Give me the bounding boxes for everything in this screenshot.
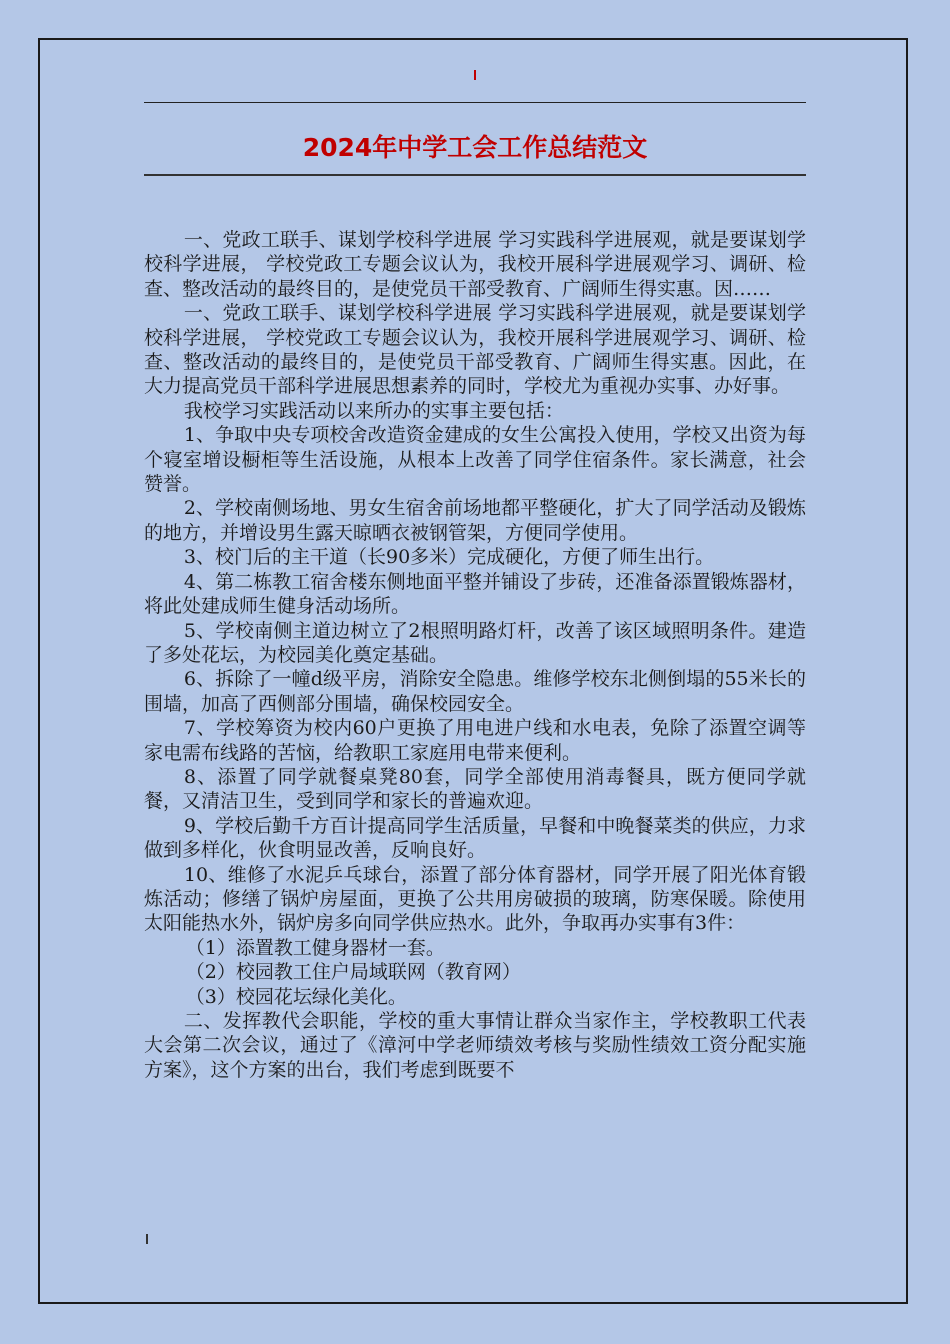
document-body bbox=[144, 228, 806, 1082]
sub-list-item: （2）校园教工住户局域联网（教育网） bbox=[185, 961, 521, 984]
paragraph-intro-excerpt: 一、党政工联手、谋划学校科学进展 学习实践科学进展观，就是要谋划学校科学进展， 学校党政工专题会议认为，我校开展科学进展观学习、调研、检查、整改活动的最终目的，是使党员干部受教育、广阔师生得实惠。因…… bbox=[144, 229, 806, 300]
footer-marker bbox=[146, 1234, 148, 1244]
list-item: 7、学校筹资为校内60户更换了用电进户线和水电表，免除了添置空调等家电需布线路的苦恼，给教职工家庭用电带来便利。 bbox=[144, 717, 806, 764]
list-item: 2、学校南侧场地、男女生宿舍前场地都平整硬化，扩大了同学活动及锻炼的地方，并增设男生露天晾晒衣被钢管架，方便同学使用。 bbox=[144, 497, 806, 544]
paragraph-section-two: 二、发挥教代会职能，学校的重大事情让群众当家作主，学校教职工代表大会第二次会议，通过了《漳河中学老师绩效考核与奖励性绩效工资分配实施方案》，这个方案的出台，我们考虑到既要不 bbox=[144, 1010, 806, 1081]
list-item: 10、维修了水泥乒乓球台，添置了部分体育器材，同学开展了阳光体育锻炼活动；修缮了锅炉房屋面，更换了公共用房破损的玻璃，防寒保暖。除使用太阳能热水外，锅炉房多向同学供应热水。此外，争取再办实事有3件： bbox=[144, 863, 806, 935]
list-item: 9、学校后勤千方百计提高同学生活质量，早餐和中晚餐菜类的供应，力求做到多样化，伙食明显改善，反响良好。 bbox=[144, 814, 806, 862]
list-item: 3、校门后的主干道（长90多米）完成硬化，方便了师生出行。 bbox=[183, 546, 715, 569]
list-item: 8、添置了同学就餐桌凳80套，同学全部使用消毒餐具，既方便同学就餐，又清洁卫生，受到同学和家长的普遍欢迎。 bbox=[144, 765, 806, 813]
document-title: 2024年中学工会工作总结范文 bbox=[302, 133, 648, 162]
paragraph-section-one: 一、党政工联手、谋划学校科学进展 学习实践科学进展观，就是要谋划学校科学进展， 学校党政工专题会议认为，我校开展科学进展观学习、调研、检查、整改活动的最终目的，是使党员干部受教育、广阔师生得实惠。因此，在大力提高党员干部科学进展思想素养的同时，学校尤为重视办实事、办好事。 bbox=[144, 302, 806, 398]
list-item: 5、学校南侧主道边树立了2根照明路灯杆，改善了该区域照明条件。建造了多处花坛，为校园美化奠定基础。 bbox=[144, 619, 806, 666]
list-item: 6、拆除了一幢d级平房，消除安全隐患。维修学校东北侧倒塌的55米长的围墙，加高了西侧部分围墙，确保校园安全。 bbox=[144, 668, 806, 715]
sub-list-item: （1）添置教工健身器材一套。 bbox=[185, 936, 445, 959]
header-rule bbox=[144, 102, 806, 103]
title-underline bbox=[144, 174, 806, 176]
list-item: 1、争取中央专项校舍改造资金建成的女生公寓投入使用，学校又出资为每个寝室增设橱柜等生活设施，从根本上改善了同学住宿条件。家长满意，社会赞誉。 bbox=[144, 424, 806, 496]
sub-list-item: （3）校园花坛绿化美化。 bbox=[185, 985, 407, 1008]
header-marker bbox=[474, 70, 476, 80]
list-item: 4、第二栋教工宿舍楼东侧地面平整并铺设了步砖，还准备添置锻炼器材，将此处建成师生健身活动场所。 bbox=[144, 570, 806, 618]
paragraph-list-intro: 我校学习实践活动以来所办的实事主要包括： bbox=[183, 399, 564, 422]
